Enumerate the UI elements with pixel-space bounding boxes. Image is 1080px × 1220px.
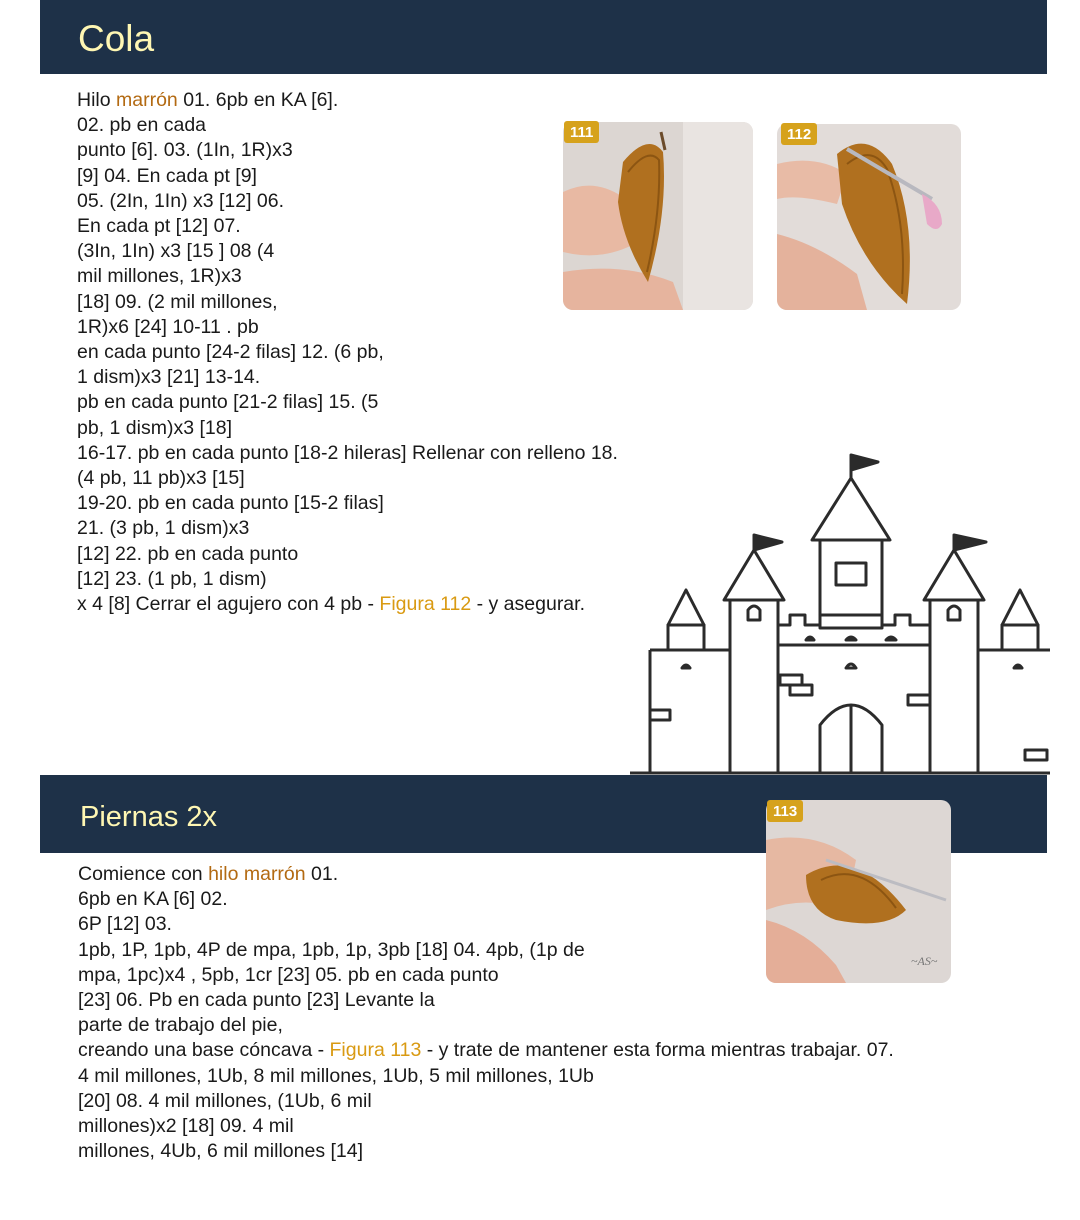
line-text: 01. 6pb en KA [6]. [177, 89, 339, 111]
instruction-line [77, 491, 618, 516]
instruction-line [77, 290, 618, 315]
line-text: [12] 23. (1 pb, 1 dism) [77, 567, 267, 590]
instruction-line [77, 189, 618, 214]
line-text: 21. (3 pb, 1 dism)x3 [77, 517, 250, 540]
line-text: 02. pb en cada [77, 114, 207, 137]
castle-illustration [630, 450, 1050, 776]
tail-section-header [40, 0, 1047, 74]
yarn-color-text: hilo marrón [208, 863, 306, 885]
line-text: creando una base cóncava - [78, 1039, 330, 1062]
line-text: millones)x2 [18] 09. 4 mil [78, 1115, 294, 1138]
line-text: 19-20. pb en cada punto [15-2 filas] [77, 492, 384, 515]
instruction-line [78, 912, 894, 937]
line-text: 4 mil millones, 1Ub, 8 mil millones, 1Ub, 5 mil millones, 1Ub [78, 1064, 594, 1087]
instruction-line [77, 390, 618, 415]
instruction-line [77, 542, 618, 567]
instruction-line [77, 365, 618, 390]
line-text: 6pb en KA [6] 02. [78, 888, 228, 911]
line-text: 16-17. pb en cada punto [18-2 hileras] Rellenar con relleno 18. [77, 441, 618, 464]
instruction-line [77, 416, 618, 441]
line-text: x 4 [8] Cerrar el agujero con 4 pb - [77, 593, 380, 616]
line-text: - y asegurar. [471, 593, 585, 616]
legs-section-title: Piernas 2x [80, 801, 218, 833]
line-text: pb, 1 dism)x3 [18] [77, 416, 232, 439]
instruction-line [77, 466, 618, 491]
line-text: [12] 22. pb en cada punto [77, 542, 299, 565]
instruction-line [77, 315, 618, 340]
line-text: en cada punto [24-2 filas] 12. (6 pb, [77, 341, 384, 364]
line-text: [9] 04. En cada pt [9] [77, 164, 257, 187]
instruction-line [78, 1089, 894, 1114]
line-text: 1 dism)x3 [21] 13-14. [77, 366, 261, 389]
line-text: parte de trabajo del pie, [78, 1014, 283, 1037]
figure-111-photo [563, 122, 753, 310]
yarn-color-text: marrón [116, 89, 178, 111]
figure-reference: Figura 113 [329, 1039, 422, 1062]
line-text: pb en cada punto [21-2 filas] 15. (5 [77, 391, 379, 414]
instruction-line [77, 113, 618, 138]
instruction-line [78, 1064, 894, 1089]
line-text: 1R)x6 [24] 10-11 . pb [77, 315, 259, 338]
instruction-line [78, 1038, 894, 1063]
instruction-line [77, 592, 618, 617]
instruction-line [77, 567, 618, 592]
instruction-line [77, 441, 618, 466]
line-text: mil millones, 1R)x3 [77, 265, 242, 288]
line-text: 05. (2In, 1In) x3 [12] 06. [77, 189, 285, 212]
instruction-line [77, 164, 618, 189]
instruction-line [78, 988, 894, 1013]
line-text: Comience con [78, 863, 209, 885]
svg-text:~AS~: ~AS~ [911, 954, 938, 968]
line-text: [18] 09. (2 mil millones, [77, 290, 278, 313]
figure-111-badge: 111 [564, 121, 599, 143]
line-text: millones, 4Ub, 6 mil millones [14] [78, 1140, 364, 1163]
instruction-line [78, 1013, 894, 1038]
line-text: 1pb, 1P, 1pb, 4P de mpa, 1pb, 1p, 3pb [18] 04. 4pb, (1p de [78, 938, 585, 961]
instruction-line [77, 239, 618, 264]
line-text: En cada pt [12] 07. [77, 215, 241, 238]
line-text: 6P [12] 03. [78, 913, 172, 936]
instruction-line [78, 963, 894, 988]
instruction-line [77, 340, 618, 365]
instruction-line [77, 138, 618, 163]
line-text: - y trate de mantener esta forma mientras trabajar. 07. [421, 1039, 894, 1062]
instruction-line [77, 214, 618, 239]
tail-instructions [77, 88, 618, 617]
line-text: punto [6]. 03. (1In, 1R)x3 [77, 139, 293, 162]
line-text: [23] 06. Pb en cada punto [23] Levante la [78, 989, 435, 1012]
line-text: (3In, 1In) x3 [15 ] 08 (4 [77, 240, 275, 263]
instruction-line [77, 516, 618, 541]
line-text: Hilo [77, 89, 117, 111]
figure-reference: Figura 112 [379, 593, 472, 616]
instruction-line [77, 88, 618, 113]
instruction-line [78, 862, 894, 887]
instruction-line [78, 887, 894, 912]
figure-112-photo [777, 124, 961, 310]
instruction-line [78, 938, 894, 963]
instruction-line [78, 1114, 894, 1139]
tail-section-title: Cola [78, 18, 155, 59]
line-text: 01. [305, 863, 339, 885]
figure-113-badge: 113 [767, 800, 803, 822]
legs-instructions [78, 862, 894, 1164]
line-text: [20] 08. 4 mil millones, (1Ub, 6 mil [78, 1089, 372, 1112]
instruction-line [77, 264, 618, 289]
line-text: mpa, 1pc)x4 , 5pb, 1cr [23] 05. pb en cada punto [78, 963, 499, 986]
figure-112-badge: 112 [781, 123, 817, 145]
instruction-line [78, 1139, 894, 1164]
line-text: (4 pb, 11 pb)x3 [15] [77, 467, 245, 490]
